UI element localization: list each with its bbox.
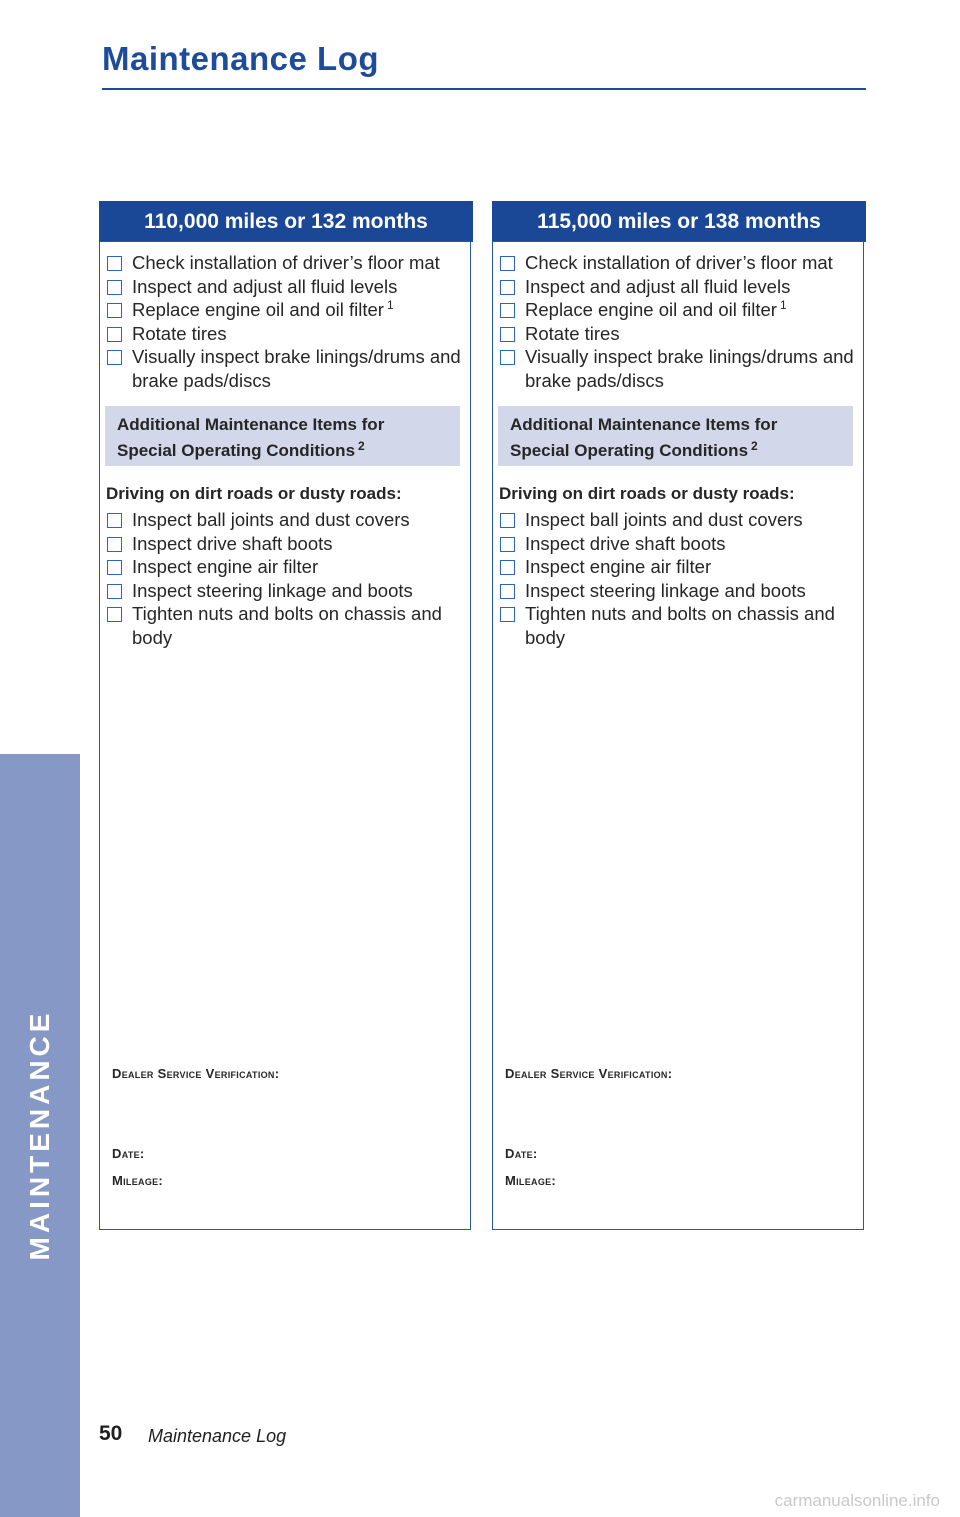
checklist-item-text: Replace engine oil and oil filter [525,299,777,320]
checklist-item [498,508,860,532]
special-conditions-text: Special Operating Conditions [510,441,749,460]
checkbox[interactable] [500,327,515,342]
footnote-ref: 1 [386,298,394,312]
checklist-item-text: Tighten nuts and bolts on chassis and body [525,603,835,648]
checklist-item-text: Inspect and adjust all fluid levels [525,275,791,297]
checklist-item-text: Rotate tires [132,322,227,344]
checkbox[interactable] [107,560,122,575]
checklist-main [498,251,860,392]
checklist-item [105,251,467,275]
date-label: Date: [505,1146,538,1161]
checklist-conditions [498,508,860,649]
mileage-label: Mileage: [112,1173,164,1188]
page-title: Maintenance Log [102,40,380,77]
title-rule [102,88,866,90]
special-conditions-line2 [510,438,841,464]
checklist-item [498,298,860,322]
mileage-label: Mileage: [505,1173,557,1188]
checklist-item [105,555,467,579]
checklist-item [498,322,860,346]
footnote-ref: 2 [751,439,758,453]
checkbox[interactable] [500,350,515,365]
checklist-item-text: Inspect steering linkage and boots [132,579,413,601]
checklist-item-text: Inspect ball joints and dust covers [525,509,803,530]
checklist-item [498,345,860,392]
checkbox[interactable] [107,327,122,342]
checklist-item-text: Rotate tires [525,322,620,344]
checkbox[interactable] [500,537,515,552]
maintenance-column-115000 [492,201,864,1230]
checklist-item-text: Replace engine oil and oil filter [132,299,384,320]
checklist-item-text: Tighten nuts and bolts on chassis and body [132,603,442,648]
checklist-item-text: Inspect ball joints and dust covers [132,509,410,530]
watermark: carmanualsonline.info [774,1491,940,1510]
checklist-item-text: Inspect steering linkage and boots [525,579,806,601]
maintenance-column-110000 [99,201,471,1230]
footnote-ref: 2 [358,439,365,453]
checklist-item-text: Check installation of driver’s floor mat [132,252,440,273]
special-conditions-band [105,406,460,466]
checklist-item [498,555,860,579]
checkbox[interactable] [107,513,122,528]
checklist-item [498,532,860,556]
checklist-item-text: Inspect and adjust all fluid levels [132,275,398,297]
checkbox[interactable] [107,256,122,271]
checklist-conditions [105,508,467,649]
checkbox[interactable] [107,350,122,365]
special-conditions-line2 [117,438,448,464]
checkbox[interactable] [500,607,515,622]
condition-heading: Driving on dirt roads or dusty roads: [499,484,795,503]
special-conditions-line1: Additional Maintenance Items for [117,415,385,434]
checklist-item [498,579,860,603]
checklist-item-text: Inspect drive shaft boots [525,532,726,554]
checklist-item [105,579,467,603]
dealer-verification-label: Dealer Service Verification: [112,1066,280,1081]
checkbox[interactable] [500,513,515,528]
checkbox[interactable] [107,303,122,318]
checklist-item-text: Inspect engine air filter [525,556,712,577]
checklist-item [105,275,467,299]
checklist-item [498,251,860,275]
side-tab-label: MAINTENANCE [24,1009,55,1261]
special-conditions-line1: Additional Maintenance Items for [510,415,778,434]
checkbox[interactable] [500,280,515,295]
dealer-verification-label: Dealer Service Verification: [505,1066,673,1081]
checklist-item-text: Inspect drive shaft boots [132,532,333,554]
footnote-ref: 1 [779,298,787,312]
column-header: 115,000 miles or 138 months [492,201,866,242]
checklist-item-text: Visually inspect brake linings/drums and brake pads/discs [525,346,854,391]
condition-heading: Driving on dirt roads or dusty roads: [106,484,402,503]
special-conditions-band [498,406,853,466]
footer-label: Maintenance Log [148,1426,287,1446]
checkbox[interactable] [107,607,122,622]
checkbox[interactable] [500,256,515,271]
checklist-item [105,322,467,346]
checklist-item [105,298,467,322]
column-header: 110,000 miles or 132 months [99,201,473,242]
checklist-item-text: Check installation of driver’s floor mat [525,252,833,273]
checklist-item-text: Inspect engine air filter [132,556,319,577]
checklist-item [105,602,467,649]
checkbox[interactable] [107,280,122,295]
checklist-main [105,251,467,392]
checklist-item [105,508,467,532]
checklist-item [105,345,467,392]
checklist-item [498,602,860,649]
checklist-item [498,275,860,299]
date-label: Date: [112,1146,145,1161]
checkbox[interactable] [500,584,515,599]
checkbox[interactable] [107,537,122,552]
page-number: 50 [99,1422,123,1445]
checklist-item-text: Visually inspect brake linings/drums and brake pads/discs [132,346,461,391]
checkbox[interactable] [500,560,515,575]
checkbox[interactable] [500,303,515,318]
checklist-item [105,532,467,556]
special-conditions-text: Special Operating Conditions [117,441,356,460]
checkbox[interactable] [107,584,122,599]
